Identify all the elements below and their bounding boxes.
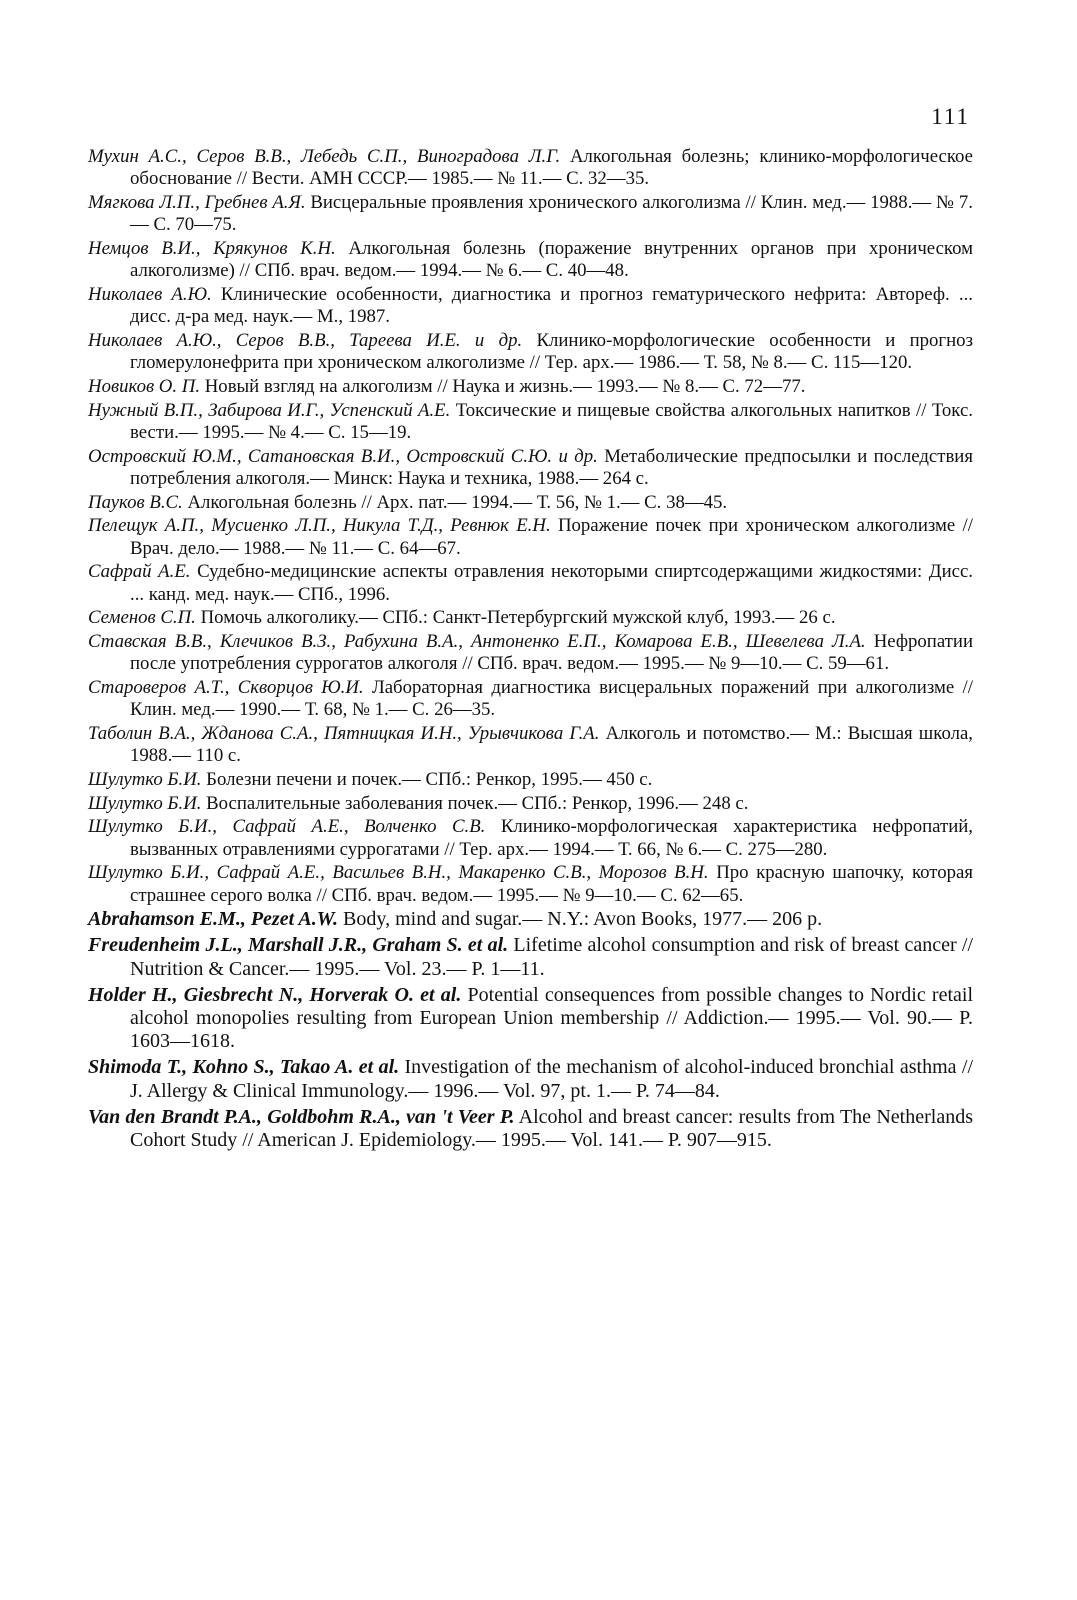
reference-authors: Немцов В.И., Крякунов К.Н. xyxy=(88,237,336,259)
reference-text: Lifetime alcohol consumption and risk of breast cancer // Nutrition & Cancer.— 1995.— Vol. 23.— P. 1—11. xyxy=(130,934,973,980)
reference-authors: Van den Brandt P.A., Goldbohm R.A., van 't Veer P. xyxy=(88,1105,515,1128)
reference-authors: Новиков О. П. xyxy=(88,375,201,397)
reference-text: Body, mind and sugar.— N.Y.: Avon Books, 1977.— 206 p. xyxy=(343,908,823,931)
reference-entry xyxy=(88,769,973,791)
reference-entry xyxy=(88,238,973,283)
reference-authors: Нужный В.П., Забирова И.Г., Успенский А.Е. xyxy=(88,399,451,421)
reference-text: Про красную шапочку, которая страшнее серого волка // СПб. врач. ведом.— 1995.— № 9—10.— С. 62—65. xyxy=(130,862,973,906)
reference-authors: Мухин А.С., Серов В.В., Лебедь С.П., Виноградова Л.Г. xyxy=(88,146,561,167)
reference-entry xyxy=(88,1106,973,1152)
reference-authors: Таболин В.А., Жданова С.А., Пятницкая И.Н., Урывчикова Г.А. xyxy=(88,722,600,744)
reference-entry xyxy=(88,793,973,815)
reference-entry xyxy=(88,446,973,491)
reference-text: Нефропатии после употребления суррогатов алкоголя // СПб. врач. ведом.— 1995.— № 9—10.— С. 59—61. xyxy=(130,630,973,675)
reference-entry xyxy=(88,146,973,191)
reference-authors: Шулутко Б.И., Сафрай А.Е., Васильев В.Н., Макаренко С.В., Морозов В.Н. xyxy=(88,862,709,884)
reference-text: Алкогольная болезнь; клинико-морфологическое обоснование // Вести. АМН СССР.— 1985.— № 11.— С. 32—35. xyxy=(130,146,973,190)
reference-text: Investigation of the mechanism of alcohol-induced bronchial asthma // J. Allergy & Clinical Immunology.— 1996.— Vol. 97, pt. 1.— P. 74—84. xyxy=(130,1056,973,1102)
reference-entry xyxy=(88,400,973,445)
reference-text: Помочь алкоголику.— СПб.: Санкт-Петербургский мужской клуб, 1993.— 26 с. xyxy=(200,607,836,629)
reference-authors: Николаев А.Ю. xyxy=(88,283,212,305)
page-number: 111 xyxy=(931,104,970,129)
reference-entry xyxy=(88,862,973,907)
reference-list xyxy=(88,146,973,1155)
reference-text: Alcohol and breast cancer: results from The Netherlands Cohort Study // American J. Epidemiology.— 1995.— Vol. 141.— P. 907—915. xyxy=(130,1105,973,1152)
reference-authors: Староверов А.Т., Скворцов Ю.И. xyxy=(88,676,364,698)
reference-text: Клинико-морфологическая характеристика нефропатий, вызванных отравлениями суррогатами // Тер. арх.— 1994.— Т. 66, № 6.— С. 275—280. xyxy=(130,816,973,860)
reference-entry xyxy=(88,284,973,329)
reference-text: Поражение почек при хроническом алкоголизме // Врач. дело.— 1988.— № 11.— С. 64—67. xyxy=(130,515,973,559)
reference-text: Висцеральные проявления хронического алкоголизма // Клин. мед.— 1988.— № 7.— С. 70—75. xyxy=(130,191,973,236)
reference-entry xyxy=(88,934,973,980)
reference-authors: Freudenheim J.L., Marshall J.R., Graham S. et al. xyxy=(88,934,509,957)
reference-text: Клинико-морфологические особенности и прогноз гломерулонефрита при хроническом алкоголизме // Тер. арх.— 1986.— Т. 58, № 8.— С. 115—120. xyxy=(130,329,973,374)
reference-entry xyxy=(88,492,973,514)
reference-entry xyxy=(88,330,973,375)
reference-text: Воспалительные заболевания почек.— СПб.: Ренкор, 1996.— 248 с. xyxy=(206,792,749,814)
reference-entry xyxy=(88,723,973,768)
reference-authors: Мягкова Л.П., Гребнев А.Я. xyxy=(88,191,306,213)
reference-entry xyxy=(88,984,973,1054)
reference-authors: Пауков В.С. xyxy=(88,491,183,513)
reference-text: Болезни печени и почек.— СПб.: Ренкор, 1995.— 450 с. xyxy=(206,768,653,790)
reference-entry xyxy=(88,631,973,676)
reference-authors: Островский Ю.М., Сатановская В.И., Островский С.Ю. и др. xyxy=(88,445,598,467)
reference-text: Лабораторная диагностика висцеральных поражений при алкоголизме // Клин. мед.— 1990.— Т. 68, № 1.— С. 26—35. xyxy=(130,676,973,721)
reference-authors: Шулутко Б.И., Сафрай А.Е., Волченко С.В. xyxy=(88,816,486,838)
reference-authors: Holder H., Giesbrecht N., Horverak O. et al. xyxy=(88,983,462,1006)
reference-entry xyxy=(88,561,973,606)
reference-entry xyxy=(88,607,973,629)
reference-entry xyxy=(88,908,973,931)
reference-text: Токсические и пищевые свойства алкогольных напитков // Токс. вести.— 1995.— № 4.— С. 15—19. xyxy=(130,399,973,443)
reference-entry xyxy=(88,376,973,398)
reference-authors: Шулутко Б.И. xyxy=(88,768,202,790)
reference-text: Новый взгляд на алкоголизм // Наука и жизнь.— 1993.— № 8.— С. 72—77. xyxy=(204,375,806,397)
reference-text: Клинические особенности, диагностика и прогноз гематурического нефрита: Автореф. ... дисс. д-ра мед. наук.— М., 1987. xyxy=(130,283,973,328)
reference-authors: Николаев А.Ю., Серов В.В., Тареева И.Е. и др. xyxy=(88,329,523,351)
reference-authors: Шулутко Б.И. xyxy=(88,792,202,814)
reference-entry xyxy=(88,192,973,237)
reference-authors: Сафрай А.Е. xyxy=(88,561,191,583)
reference-authors: Семенов С.П. xyxy=(88,607,196,629)
reference-entry xyxy=(88,677,973,722)
reference-entry xyxy=(88,816,973,861)
reference-entry xyxy=(88,515,973,560)
reference-authors: Shimoda T., Kohno S., Takao A. et al. xyxy=(88,1056,400,1079)
reference-text: Алкогольная болезнь (поражение внутренних органов при хроническом алкоголизме) // СПб. врач. ведом.— 1994.— № 6.— С. 40—48. xyxy=(130,237,973,282)
reference-authors: Abrahamson E.M., Pezet A.W. xyxy=(88,908,339,931)
reference-authors: Ставская В.В., Клечиков В.З., Рабухина В.А., Антоненко Е.П., Комарова Е.В., Шевелева Л.А. xyxy=(88,630,866,652)
reference-text: Метаболические предпосылки и последствия потребления алкоголя.— Минск: Наука и техника, 1988.— 264 с. xyxy=(130,445,973,489)
reference-authors: Пелещук А.П., Мусиенко Л.П., Никула Т.Д., Ревнюк Е.Н. xyxy=(88,515,551,537)
reference-text: Алкоголь и потомство.— М.: Высшая школа, 1988.— 110 с. xyxy=(130,722,973,767)
reference-entry xyxy=(88,1056,973,1102)
reference-text: Судебно-медицинские аспекты отравления некоторыми спиртсодержащими жидкостями: Дисс. ... канд. мед. наук.— СПб., 1996. xyxy=(130,561,973,605)
reference-text: Алкогольная болезнь // Арх. пат.— 1994.— Т. 56, № 1.— С. 38—45. xyxy=(187,491,728,513)
reference-text: Potential consequences from possible changes to Nordic retail alcohol monopolies resulting from European Union membership // Addiction.— 1995.— Vol. 90.— P. 1603—1618. xyxy=(130,983,973,1053)
